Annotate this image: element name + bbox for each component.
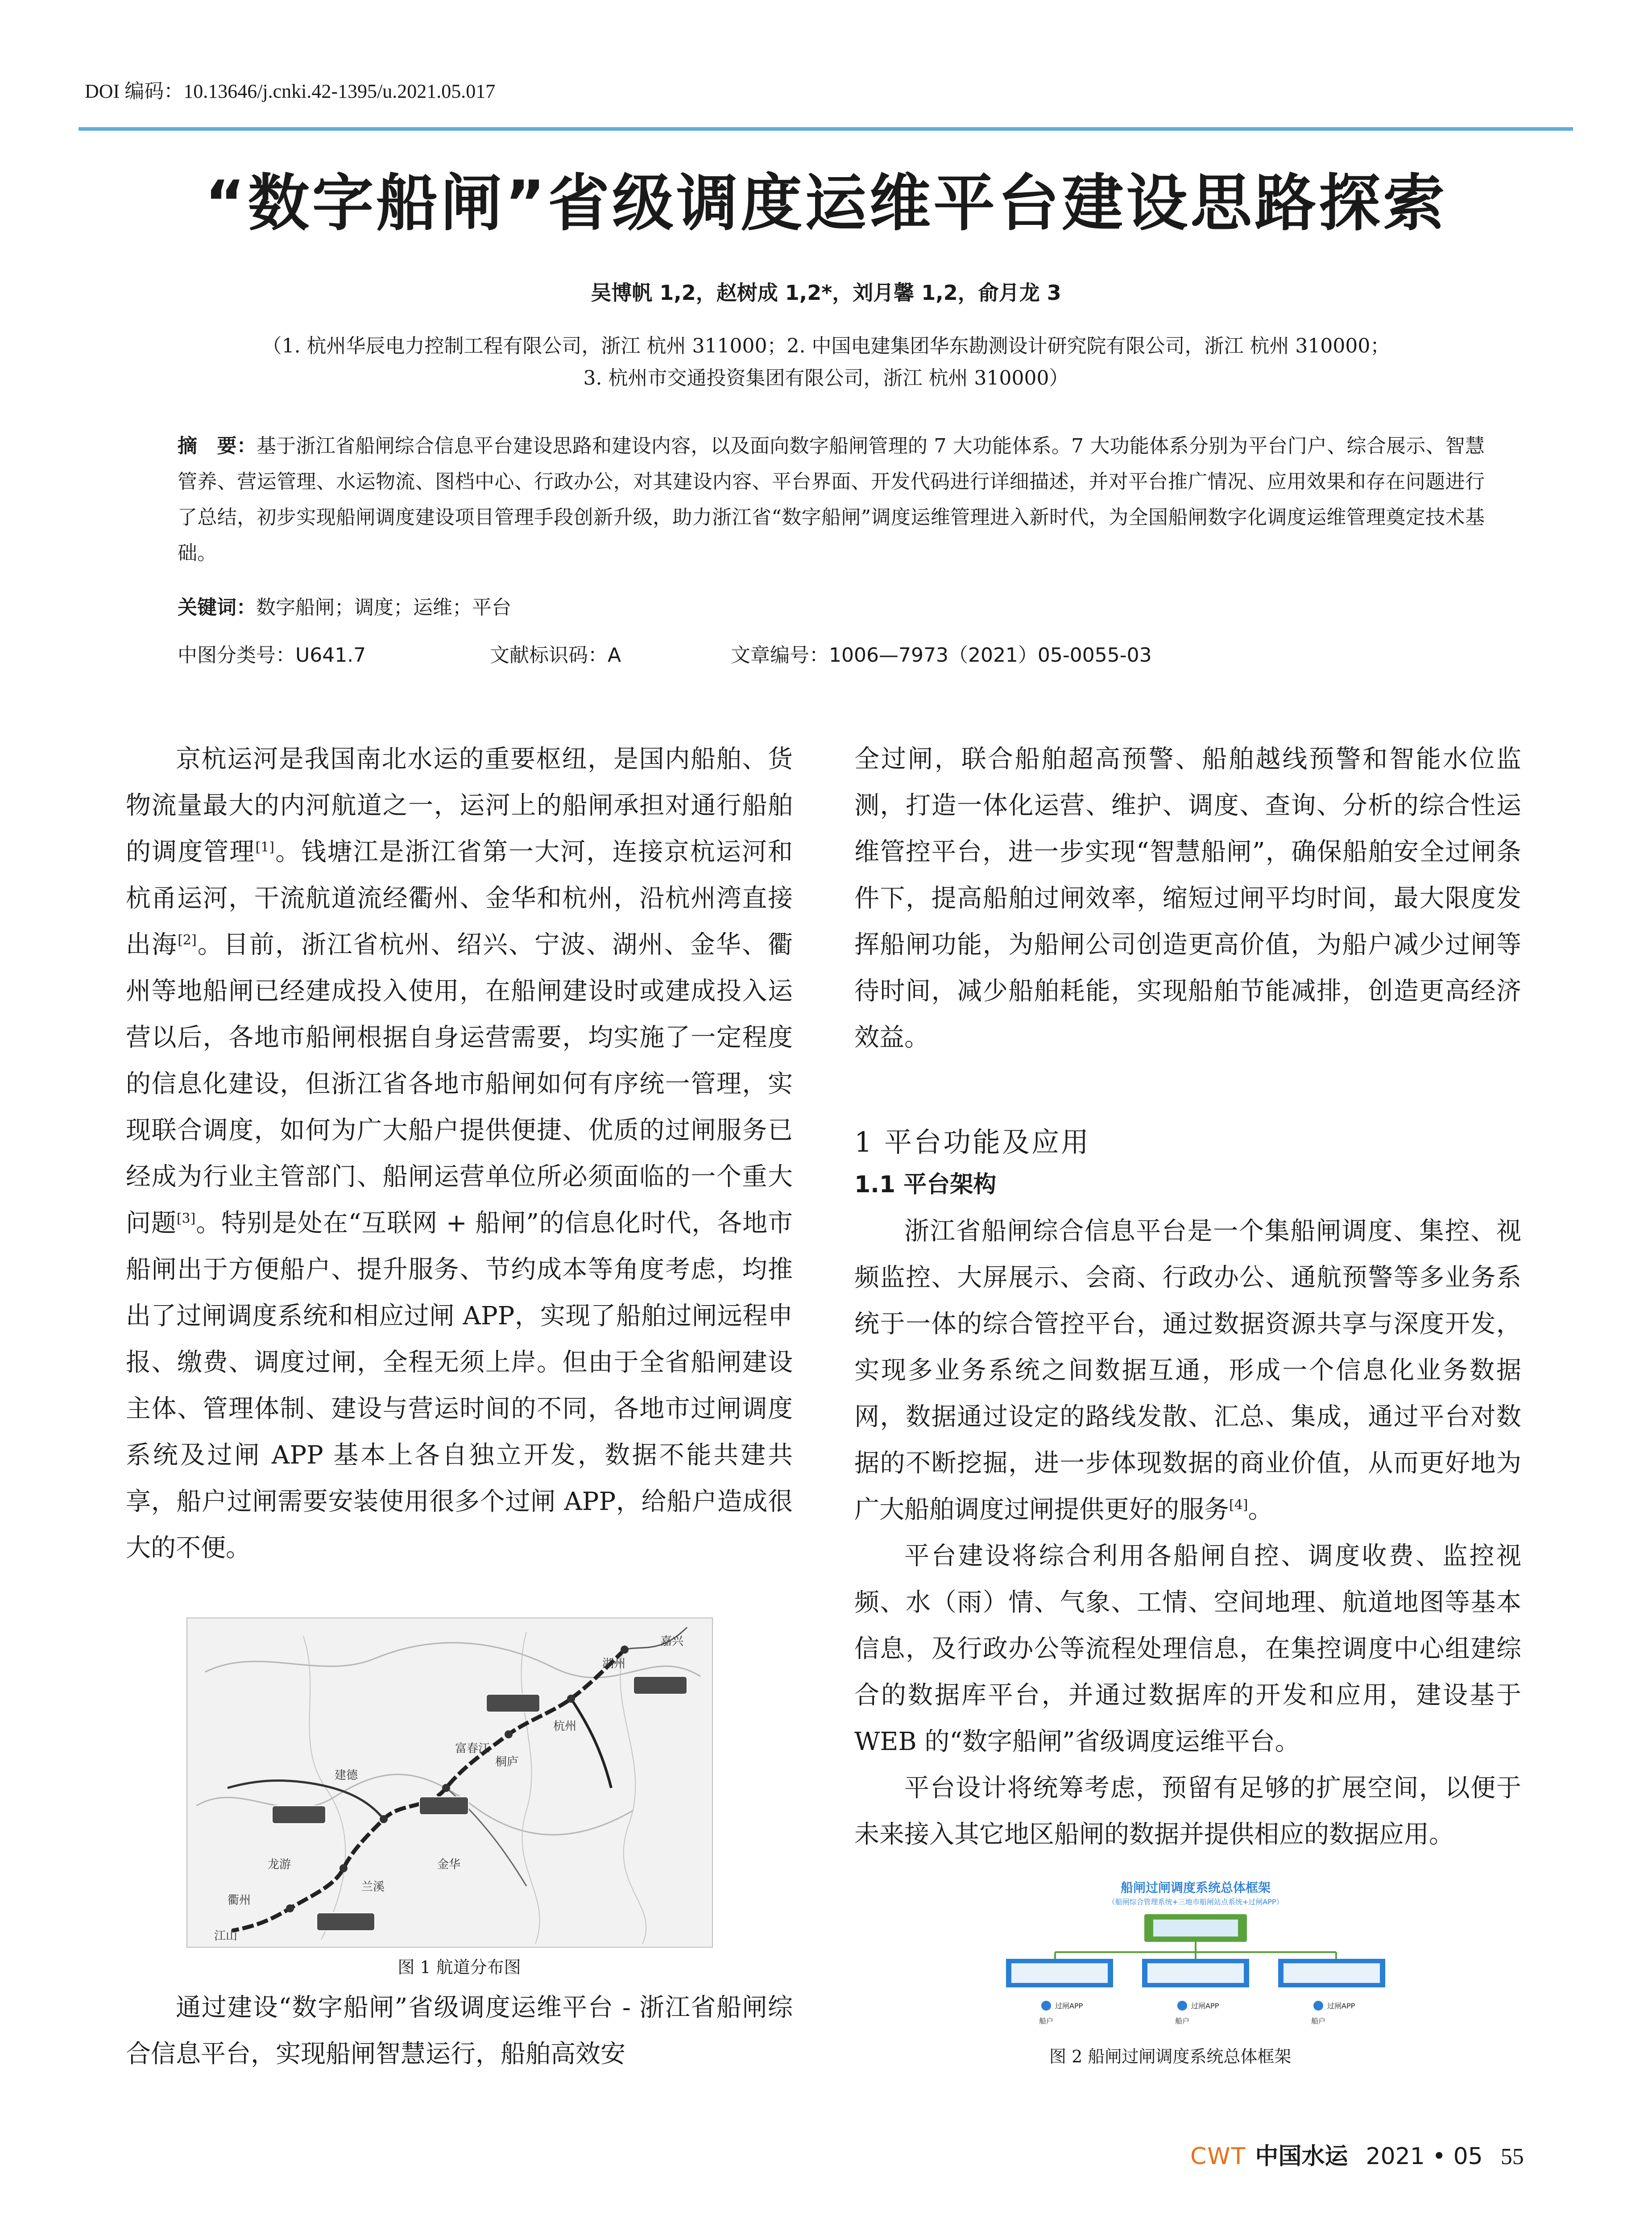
body-paragraph: 通过建设“数字船闸”省级调度运维平台 - 浙江省船闸综合信息平台，实现船闸智慧运行，船舶高效安 xyxy=(126,1993,793,2069)
document-code: 文献标识码：A xyxy=(490,644,621,667)
waterway-map xyxy=(187,1618,713,1948)
body-paragraph: 浙江省船闸综合信息平台是一个集船闸调度、集控、视频监控、大屏展示、会商、行政办公、通航预警等多业务系统于一体的综合管控平台，通过数据资源共享与深度开发，实现多业务系统之间数据互通，形成一个信息化业务数据网，数据通过设定的路线发散、汇总、集成，通过平台对数据的不断挖掘，进一步体现数据的商业价值，从而更好地为广大船舶调度过闸提供更好的服务[4]。 xyxy=(854,1217,1521,1524)
user-label: 船户 xyxy=(1311,2017,1326,2025)
app-label: 过闸APP xyxy=(1327,2002,1355,2010)
figure-2-caption: 图 2 船闸过闸调度系统总体框架 xyxy=(1049,2047,1292,2066)
abstract-label: 摘 要： xyxy=(178,435,257,457)
map-label: 杭州 xyxy=(553,1720,577,1733)
section-heading-1: 1 平台功能及应用 xyxy=(854,1126,1091,1158)
body-paragraph: 京杭运河是我国南北水运的重要枢纽，是国内船舶、货物流量最大的内河航道之一，运河上的船闸承担对通行船舶的调度管理[1]。钱塘江是浙江省第一大河，连接京杭运河和杭甬运河，干流航道流经衢州、金华和杭州，沿杭州湾直接出海[2]。目前，浙江省杭州、绍兴、宁波、湖州、金华、衢州等地船闸已经建成投入使用，在船闸建设时或建成投入运营以后，各地市船闸根据自身运营需要，均实施了一定程度的信息化建设，但浙江省各地市船闸如何有序统一管理，实现联合调度，如何为广大船户提供便捷、优质的过闸服务已经成为行业主管部门、船闸运营单位所必须面临的一个重大问题[3]。特别是处在“互联网 + 船闸”的信息化时代，各地市船闸出于方便船户、提升服务、节约成本等角度考虑，均推出了过闸调度系统和相应过闸 APP，实现了船舶过闸远程申报、缴费、调度过闸，全程无须上岸。但由于全省船闸建设主体、管理体制、建设与营运时间的不同，各地市过闸调度系统及过闸 APP 基本上各自独立开发，数据不能共建共享，船户过闸需要安装使用很多个过闸 APP，给船户造成很大的不便。 xyxy=(126,745,793,1563)
citation: [3] xyxy=(176,1211,196,1227)
citation: [1] xyxy=(255,839,274,855)
author-list: 吴博帆 1,2，赵树成 1,2*，刘月馨 1,2，俞月龙 3 xyxy=(591,281,1061,305)
waterway-map-figure xyxy=(186,1617,713,1948)
left-column-text xyxy=(126,736,793,1572)
map-label: 江山 xyxy=(214,1929,238,1943)
app-label: 过闸APP xyxy=(1191,2002,1219,2010)
map-label: 湖州 xyxy=(602,1657,626,1671)
body-paragraph: 平台设计将统筹考虑，预留有足够的扩展空间，以便于未来接入其它地区船闸的数据并提供相应的数据应用。 xyxy=(854,1774,1521,1849)
journal-brand: CWT xyxy=(1190,2143,1246,2170)
page-footer xyxy=(1190,2137,1524,2171)
left-column-text-lower xyxy=(126,1985,793,2078)
map-label: 建德 xyxy=(335,1769,358,1782)
affiliations xyxy=(0,330,1652,394)
keywords-label: 关键词： xyxy=(178,596,256,619)
page-number: 55 xyxy=(1500,2144,1524,2169)
map-label: 嘉兴 xyxy=(660,1635,684,1648)
diagram-title: 船闸过闸调度系统总体框架 xyxy=(1120,1880,1271,1895)
right-column-text-lower xyxy=(854,1208,1521,1858)
clc-number: 中图分类号：U641.7 xyxy=(178,644,366,667)
figure-1-caption: 图 1 航道分布图 xyxy=(397,1957,521,1977)
framework-diagram-figure xyxy=(997,1879,1394,2030)
map-label: 兰溪 xyxy=(361,1880,385,1894)
right-column-text xyxy=(854,736,1521,1061)
section-heading-1-1: 1.1 平台架构 xyxy=(854,1171,997,1198)
affiliation-line-2: 3. 杭州市交通投资集团有限公司，浙江 杭州 310000） xyxy=(583,367,1069,390)
header-rule xyxy=(79,127,1573,131)
citation: [4] xyxy=(1229,1497,1248,1513)
framework-diagram xyxy=(997,1879,1394,2030)
paper-title: “数字船闸”省级调度运维平台建设思路探索 xyxy=(204,167,1448,239)
keywords-text: 数字船闸；调度；运维；平台 xyxy=(256,596,511,619)
map-label: 金华 xyxy=(437,1858,461,1871)
body-paragraph: 平台建设将综合利用各船闸自控、调度收费、监控视频、水（雨）情、气象、工情、空间地理、航道地图等基本信息，及行政办公等流程处理信息，在集控调度中心组建综合的数据库平台，并通过数据库的开发和应用，建设基于 WEB 的“数字船闸”省级调度运维平台。 xyxy=(854,1542,1521,1756)
user-label: 船户 xyxy=(1039,2017,1054,2025)
affiliation-line-1: （1. 杭州华辰电力控制工程有限公司，浙江 杭州 311000；2. 中国电建集团华东勘测设计研究院有限公司，浙江 杭州 310000； xyxy=(262,335,1390,357)
map-label: 富春江 xyxy=(455,1742,490,1755)
app-label: 过闸APP xyxy=(1055,2002,1083,2010)
abstract-text: 基于浙江省船闸综合信息平台建设思路和建设内容，以及面向数字船闸管理的 7 大功能体系。7 大功能体系分别为平台门户、综合展示、智慧管养、营运管理、水运物流、图档中心、行政办公，对其建设内容、平台界面、开发代码进行详细描述，并对平台推广情况、应用效果和存在问题进行了总结，初步实现船闸调度建设项目管理手段创新升级，助力浙江省“数字船闸”调度运维管理进入新时代，为全国船闸数字化调度运维管理奠定技术基础。 xyxy=(178,435,1485,564)
abstract xyxy=(178,428,1485,571)
citation: [2] xyxy=(178,932,197,948)
map-label: 龙游 xyxy=(268,1858,291,1871)
doi-line: DOI 编码：10.13646/j.cnki.42-1395/u.2021.05.017 xyxy=(85,80,496,102)
diagram-subtitle: （船闸综合管理系统+三地市船闸站点系统+过闸APP） xyxy=(1108,1898,1284,1906)
keywords xyxy=(178,591,511,620)
map-label: 衢州 xyxy=(228,1894,251,1907)
map-label: 桐庐 xyxy=(495,1755,519,1769)
journal-name: 中国水运 xyxy=(1255,2143,1348,2170)
issue-number: 2021 • 05 xyxy=(1366,2143,1483,2170)
article-number: 文章编号：1006—7973（2021）05-0055-03 xyxy=(731,644,1152,667)
user-label: 船户 xyxy=(1175,2017,1190,2025)
body-paragraph: 全过闸，联合船舶超高预警、船舶越线预警和智能水位监测，打造一体化运营、维护、调度、查询、分析的综合性运维管控平台，进一步实现“智慧船闸”，确保船舶安全过闸条件下，提高船舶过闸效率，缩短过闸平均时间，最大限度发挥船闸功能，为船闸公司创造更高价值，为船户减少过闸等待时间，减少船舶耗能，实现船舶节能减排，创造更高经济效益。 xyxy=(854,745,1521,1052)
